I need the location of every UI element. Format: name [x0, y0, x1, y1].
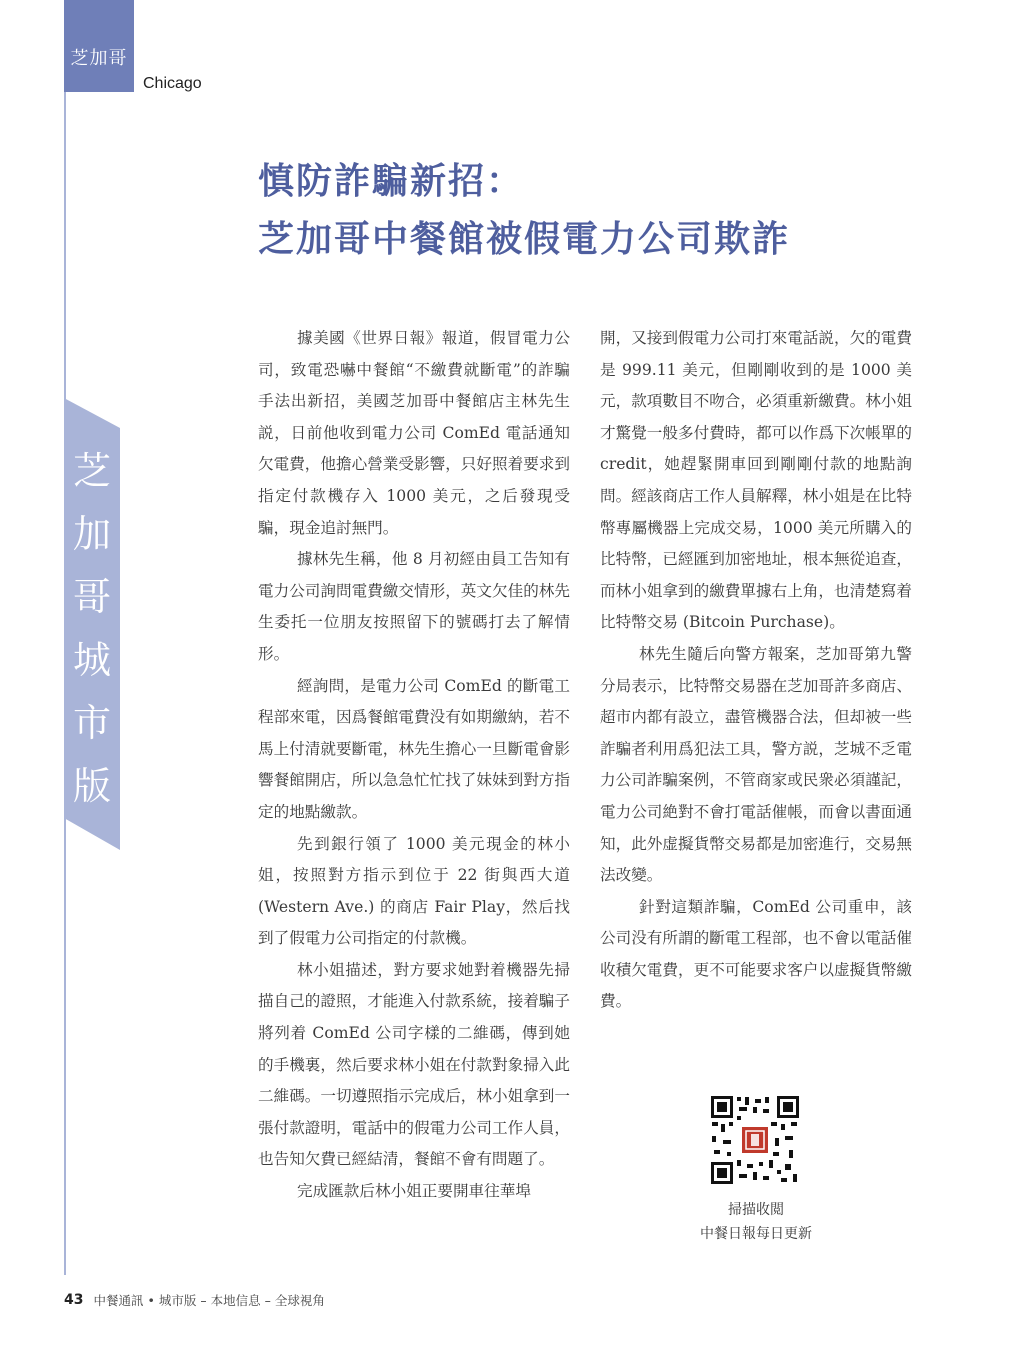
paragraph-continued: 開，又接到假電力公司打來電話説，欠的電費是 999.11 美元，但剛剛收到的是 1000 美元，款項數目不吻合，必須重新繳費。林小姐才驚覺一般多付費時，都可以作爲下次帳單的 credit，她趕緊開車回到剛剛付款的地點詢問。經該商店工作人員解釋，林小姐是在比特幣專屬機器上完成交易，1000 美元所購入的比特幣，已經匯到加密地址，根本無從追查，而林小姐拿到的繳費單據右上角，也清楚寫着比特幣交易 (Bitcoin Purchase)。 [600, 329, 912, 632]
footer-bullet: • [147, 1293, 155, 1308]
paragraph: 林先生隨后向警方報案，芝加哥第九警分局表示，比特幣交易器在芝加哥許多商店、超市内都有設立，盡管機器合法，但却被一些詐騙者利用爲犯法工具，警方説，芝城不乏電力公司詐騙案例，不管商家或民衆必須謹記，電力公司絶對不會打電話催帳，而會以書面通知，此外虚擬貨幣交易都是加密進行，交易無法改變。 [600, 644, 912, 885]
qr-caption [676, 1198, 836, 1246]
section-tag: 芝加哥 [64, 0, 134, 92]
footer-global: 全球視角 [274, 1293, 325, 1308]
side-ribbon [64, 398, 120, 850]
qr-caption-line-2: 中餐日報每日更新 [700, 1226, 812, 1242]
footer-separator: – [200, 1293, 207, 1308]
side-label [64, 440, 120, 818]
qr-code-icon [709, 1094, 801, 1186]
side-label-char: 城 [72, 638, 111, 682]
side-label-char: 市 [72, 701, 111, 745]
paragraph: 針對這類詐騙，ComEd 公司重申，該公司没有所謂的斷電工程部，也不會以電話催收積欠電費，更不可能要求客户以虚擬貨幣繳費。 [600, 897, 912, 1011]
page-number: 43 [64, 1292, 84, 1308]
page-footer [64, 1290, 325, 1310]
paragraph: 經詢問，是電力公司 ComEd 的斷電工程部來電，因爲餐館電費没有如期繳納，若不馬上付清就要斷電，林先生擔心一旦斷電會影響餐館開店，所以急急忙忙找了妹妹到對方指定的地點繳款。 [258, 676, 570, 821]
article-column-right [600, 323, 912, 1018]
headline-line-1: 慎防詐騙新招： [258, 160, 525, 202]
footer-local: 本地信息 [210, 1293, 261, 1308]
side-label-char: 芝 [72, 449, 111, 493]
qr-caption-line-1: 掃描收閲 [728, 1202, 784, 1218]
paragraph: 先到銀行領了 1000 美元現金的林小姐，按照對方指示到位于 22 街與西大道 (Western Ave.) 的商店 Fair Play，然后找到了假電力公司指定的付款機。 [258, 834, 570, 948]
footer-text [93, 1291, 324, 1309]
paragraph: 林小姐描述，對方要求她對着機器先掃描自己的證照，才能進入付款系統，接着騙子將列着 ComEd 公司字樣的二維碼，傳到她的手機裏，然后要求林小姐在付款對象掃入此二維碼。一切遵照指示完成后，林小姐拿到一張付款證明，電話中的假電力公司工作人員，也告知欠費已經結清，餐館不會有問題了。 [258, 960, 570, 1169]
paragraph: 據林先生稱，他 8 月初經由員工告知有電力公司詢問電費繳交情形，英文欠佳的林先生委托一位朋友按照留下的號碼打去了解情形。 [258, 550, 570, 663]
side-label-char: 版 [72, 764, 111, 808]
footer-publication: 中餐通訊 [93, 1293, 144, 1308]
side-label-char: 加 [72, 512, 111, 556]
article-headline [258, 152, 938, 268]
paragraph: 據美國《世界日報》報道，假冒電力公司，致電恐嚇中餐館“不繳費就斷電”的詐騙手法出新招，美國芝加哥中餐館店主林先生説，日前他收到電力公司 ComEd 電話通知欠電費，他擔心營業受影響，只好照着要求到指定付款機存入 1000 美元，之后發現受騙，現金追討無門。 [258, 329, 570, 537]
section-tag-english: Chicago [143, 75, 202, 92]
qr-code[interactable] [709, 1094, 801, 1186]
footer-edition: 城市版 [158, 1293, 197, 1308]
footer-separator: – [264, 1293, 271, 1308]
side-label-char: 哥 [72, 575, 111, 619]
headline-line-2: 芝加哥中餐館被假電力公司欺詐 [258, 218, 791, 260]
article-column-left [258, 323, 570, 1208]
paragraph: 完成匯款后林小姐正要開車往華埠 [297, 1182, 531, 1201]
